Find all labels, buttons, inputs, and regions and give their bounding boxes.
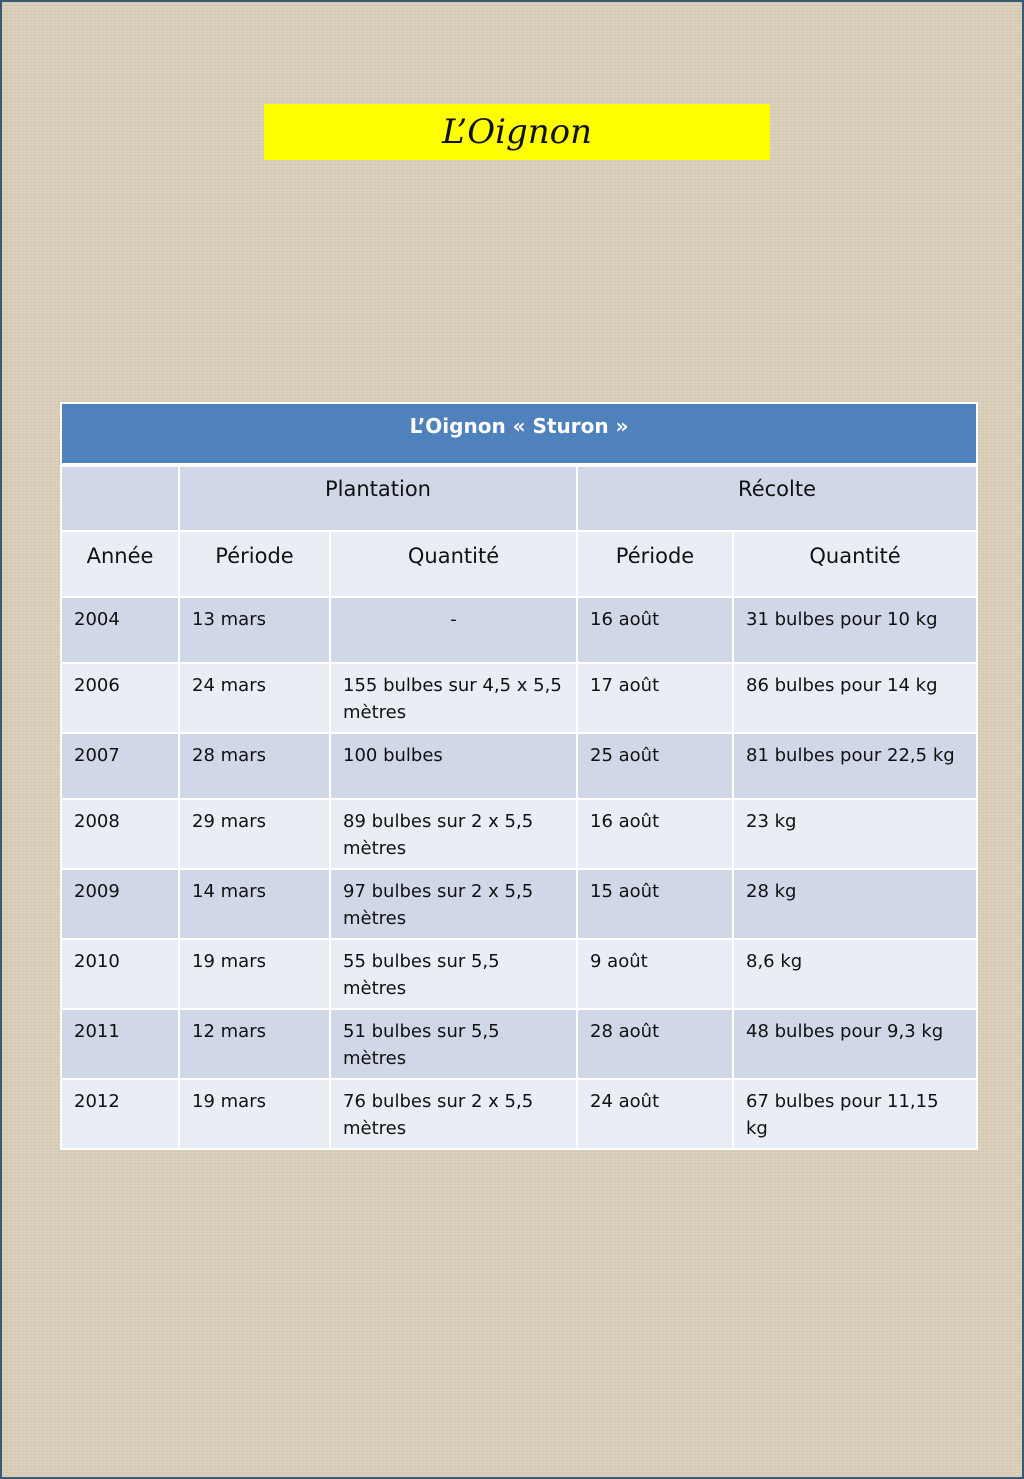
cell-harvest-qty: 81 bulbes pour 22,5 kg bbox=[733, 733, 977, 799]
column-header-row bbox=[61, 531, 977, 597]
cell-harvest-period: 24 août bbox=[577, 1079, 733, 1149]
cell-plant-period: 19 mars bbox=[179, 939, 330, 1009]
table-row bbox=[61, 939, 977, 1009]
cell-plant-qty: 89 bulbes sur 2 x 5,5 mètres bbox=[330, 799, 577, 869]
cell-year: 2007 bbox=[61, 733, 179, 799]
group-header-row bbox=[61, 465, 977, 531]
cell-plant-period: 14 mars bbox=[179, 869, 330, 939]
cell-harvest-period: 16 août bbox=[577, 799, 733, 869]
page-title: L’Oignon bbox=[441, 112, 592, 152]
cell-year: 2008 bbox=[61, 799, 179, 869]
table-caption: L’Oignon « Sturon » bbox=[61, 403, 977, 465]
cell-harvest-qty: 23 kg bbox=[733, 799, 977, 869]
cell-year: 2012 bbox=[61, 1079, 179, 1149]
table-row bbox=[61, 1009, 977, 1079]
cell-year: 2011 bbox=[61, 1009, 179, 1079]
cell-harvest-period: 15 août bbox=[577, 869, 733, 939]
cell-plant-qty: 51 bulbes sur 5,5 mètres bbox=[330, 1009, 577, 1079]
cell-year: 2006 bbox=[61, 663, 179, 733]
table-row bbox=[61, 663, 977, 733]
cell-plant-period: 24 mars bbox=[179, 663, 330, 733]
col-year: Année bbox=[61, 531, 179, 597]
cell-harvest-period: 16 août bbox=[577, 597, 733, 663]
cell-plant-period: 13 mars bbox=[179, 597, 330, 663]
cell-plant-qty: 97 bulbes sur 2 x 5,5 mètres bbox=[330, 869, 577, 939]
cell-plant-period: 28 mars bbox=[179, 733, 330, 799]
table-row bbox=[61, 597, 977, 663]
cell-harvest-qty: 48 bulbes pour 9,3 kg bbox=[733, 1009, 977, 1079]
col-harvest-qty: Quantité bbox=[733, 531, 977, 597]
table-row bbox=[61, 1079, 977, 1149]
col-plant-qty: Quantité bbox=[330, 531, 577, 597]
table-row bbox=[61, 799, 977, 869]
col-harvest-period: Période bbox=[577, 531, 733, 597]
harvest-table bbox=[60, 402, 978, 1150]
cell-plant-qty: 100 bulbes bbox=[330, 733, 577, 799]
cell-plant-period: 29 mars bbox=[179, 799, 330, 869]
title-banner bbox=[264, 104, 770, 160]
cell-harvest-period: 25 août bbox=[577, 733, 733, 799]
cell-year: 2009 bbox=[61, 869, 179, 939]
cell-plant-qty: 155 bulbes sur 4,5 x 5,5 mètres bbox=[330, 663, 577, 733]
cell-harvest-qty: 86 bulbes pour 14 kg bbox=[733, 663, 977, 733]
table-caption-row bbox=[61, 403, 977, 465]
group-recolte: Récolte bbox=[577, 465, 977, 531]
table-row bbox=[61, 733, 977, 799]
cell-harvest-qty: 67 bulbes pour 11,15 kg bbox=[733, 1079, 977, 1149]
group-plantation: Plantation bbox=[179, 465, 577, 531]
cell-harvest-period: 9 août bbox=[577, 939, 733, 1009]
col-plant-period: Période bbox=[179, 531, 330, 597]
cell-year: 2010 bbox=[61, 939, 179, 1009]
cell-plant-qty: 55 bulbes sur 5,5 mètres bbox=[330, 939, 577, 1009]
cell-plant-period: 19 mars bbox=[179, 1079, 330, 1149]
cell-harvest-qty: 31 bulbes pour 10 kg bbox=[733, 597, 977, 663]
cell-harvest-period: 28 août bbox=[577, 1009, 733, 1079]
empty-header-cell bbox=[61, 465, 179, 531]
cell-plant-qty: 76 bulbes sur 2 x 5,5 mètres bbox=[330, 1079, 577, 1149]
cell-harvest-qty: 28 kg bbox=[733, 869, 977, 939]
cell-harvest-period: 17 août bbox=[577, 663, 733, 733]
cell-year: 2004 bbox=[61, 597, 179, 663]
table-row bbox=[61, 869, 977, 939]
cell-plant-period: 12 mars bbox=[179, 1009, 330, 1079]
cell-harvest-qty: 8,6 kg bbox=[733, 939, 977, 1009]
cell-plant-qty: - bbox=[330, 597, 577, 663]
